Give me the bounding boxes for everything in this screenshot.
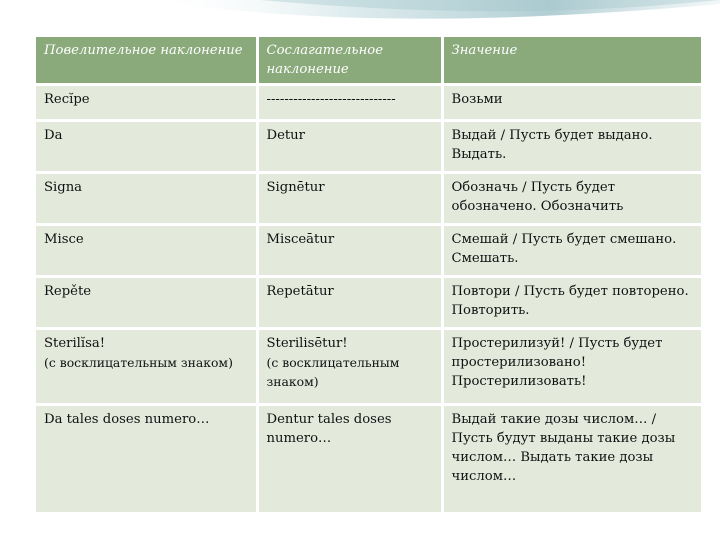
table-row (36, 329, 701, 405)
cell-subjunctive: Detur (257, 121, 442, 173)
cell-meaning: Простерилизуй! / Пусть будет простерилизовано! Простерилизовать! (442, 329, 701, 405)
imperative-word: Sterilĭsa! (44, 336, 106, 351)
table-row (36, 277, 701, 329)
cell-meaning: Смешай / Пусть будет смешано. Смешать. (442, 225, 701, 277)
cell-subjunctive: Misceātur (257, 225, 442, 277)
cell-subjunctive: ----------------------------- (257, 85, 442, 121)
table-row (36, 173, 701, 225)
header-meaning: Значение (442, 37, 701, 85)
subjunctive-word: Sterilisētur! (266, 336, 348, 351)
cell-imperative: Misce (36, 225, 257, 277)
mood-comparison-table (36, 37, 701, 515)
cell-imperative: Da (36, 121, 257, 173)
cell-imperative: Recĭpe (36, 85, 257, 121)
cell-meaning: Обозначь / Пусть будет обозначено. Обозначить (442, 173, 701, 225)
cell-imperative: Signa (36, 173, 257, 225)
cell-imperative: Da tales doses numero… (36, 405, 257, 514)
header-imperative: Повелительное наклонение (36, 37, 257, 85)
cell-subjunctive: Signētur (257, 173, 442, 225)
cell-meaning: Повтори / Пусть будет повторено. Повторить. (442, 277, 701, 329)
cell-imperative: Repěte (36, 277, 257, 329)
cell-subjunctive: Repetātur (257, 277, 442, 329)
table-row (36, 85, 701, 121)
decorative-swoosh (0, 0, 720, 40)
header-subjunctive: Сослагательное наклонение (257, 37, 442, 85)
grammar-table-container (36, 37, 701, 515)
cell-subjunctive (257, 329, 442, 405)
table-row (36, 405, 701, 514)
cell-subjunctive: Dentur tales doses numero… (257, 405, 442, 514)
cell-meaning: Выдай такие дозы числом… / Пусть будут выданы такие дозы числом… Выдать такие дозы числом… (442, 405, 701, 514)
imperative-note: (с восклицательным знаком) (44, 355, 233, 370)
table-row (36, 121, 701, 173)
table-header-row (36, 37, 701, 85)
cell-meaning: Возьми (442, 85, 701, 121)
table-row (36, 225, 701, 277)
cell-meaning: Выдай / Пусть будет выдано. Выдать. (442, 121, 701, 173)
subjunctive-note: (с восклицательным знаком) (266, 355, 400, 389)
cell-imperative (36, 329, 257, 405)
